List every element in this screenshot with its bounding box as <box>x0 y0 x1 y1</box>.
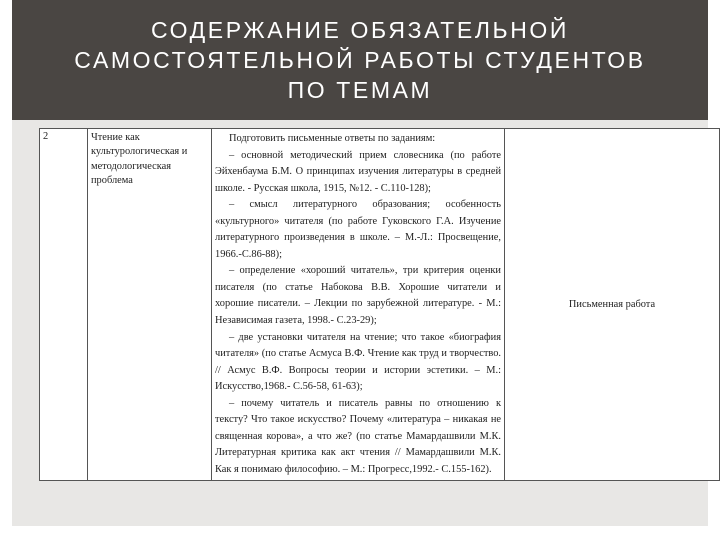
topic-line: проблема <box>91 174 133 186</box>
task-item: – смысл литературного образования; особенность «культурного» читателя (по работе Гуковского Г.А. Изучение литературного произведения в школе. – М.-Л.: Просвещение, 1966.-С.86-88); <box>215 199 501 260</box>
slide-title-line-3: ПО ТЕМАМ <box>287 77 433 103</box>
slide-title-line-2: САМОСТОЯТЕЛЬНОЙ РАБОТЫ СТУДЕНТОВ <box>74 47 646 73</box>
table-row <box>40 129 720 481</box>
report-form: Письменная работа <box>568 299 656 311</box>
work-table <box>39 128 720 481</box>
row-number-cell <box>40 129 88 481</box>
task-item: – основной методический прием словесника (по работе Эйхенбаума Б.М. О принципах изучения литературы в средней школе. - Русская школа, 1915, №12. - С.110-128); <box>215 149 501 194</box>
row-number: 2 <box>43 131 49 142</box>
topic-cell <box>88 129 212 481</box>
topic-line: методологическая <box>91 160 172 172</box>
task-item: – определение «хороший читатель», три критерия оценки писателя (по статье Набокова В.В. Хорошие читатели и хорошие писатели. – Лекции по зарубежной литературе. - М.: Независимая газета, 1998.- С.23-29); <box>215 265 501 327</box>
topic-line: Чтение как <box>91 132 140 143</box>
form-cell <box>505 129 720 481</box>
title-banner <box>12 0 708 120</box>
task-item: – две установки читателя на чтение; что такое «биография читателя» (по статье Асмуса В.Ф. Чтение как труд и творчество. // Асмус В.Ф. Вопросы теории и истории эстетики. – М.: Искусство,1968.- С.56-58, 61-63); <box>215 331 501 393</box>
task-item: – почему читатель и писатель равны по отношению к тексту? Что такое искусство? Почему «литература – никакая не священная корова», а что же? (по статье Мамардашвили М.К. Литературная критика как акт чтения // Мамардашвили М.К. Как я понимаю философию. – М.: Прогресс,1992.- С.155-162). <box>215 397 501 475</box>
task-cell <box>212 129 505 481</box>
task-intro: Подготовить письменные ответы по заданиям: <box>229 133 436 144</box>
topic-line: культурологическая и <box>91 146 188 158</box>
slide-title-line-1: СОДЕРЖАНИЕ ОБЯЗАТЕЛЬНОЙ <box>150 17 570 43</box>
